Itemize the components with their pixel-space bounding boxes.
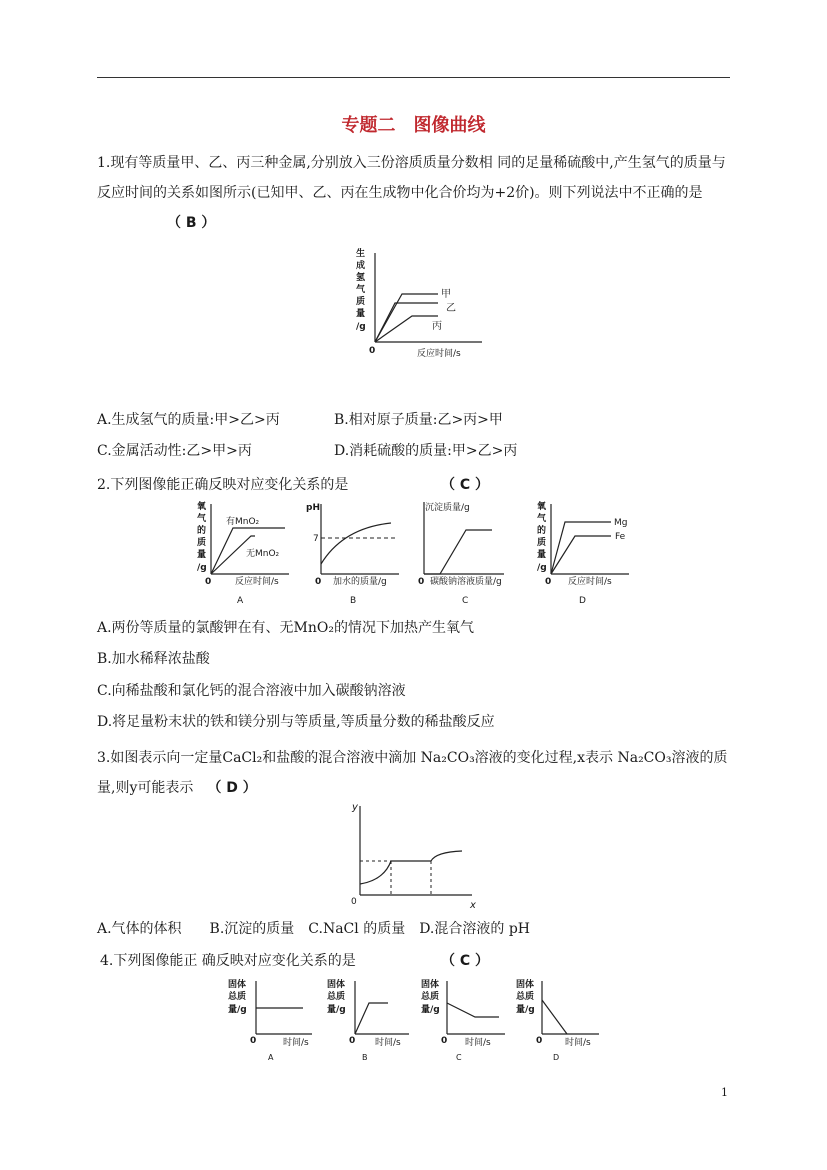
q2a-ylabel-char: 的 xyxy=(197,526,207,536)
question-4-text: 4.下列图像能正 确反映对应变化关系的是 xyxy=(100,953,356,969)
q4b-xlabel: 时间/s xyxy=(375,1038,401,1048)
q2a-ylabel-char: 量 xyxy=(197,550,207,560)
q3-options: A.气体的体积 B.沉淀的质量 C.NaCl 的质量 D.混合溶液的 pH xyxy=(97,921,530,937)
q4c-xlabel: 时间/s xyxy=(465,1038,491,1048)
q4-chart-a xyxy=(226,976,316,1066)
q4c-ylabel-line: 总质 xyxy=(421,992,440,1002)
q2a-label-2: 无MnO₂ xyxy=(246,549,280,559)
q1-option-b: B.相对原子质量:乙>丙>甲 xyxy=(334,412,503,428)
q2a-ylabel-char: 气 xyxy=(197,514,207,524)
q4b-ylabel-line: 固体 xyxy=(327,980,346,990)
question-4-answer: （ C ） xyxy=(441,953,490,969)
q4b-letter: B xyxy=(362,1053,368,1062)
q2c-origin: 0 xyxy=(418,577,425,587)
q2d-xlabel: 反应时间/s xyxy=(568,577,612,587)
q2-chart-d xyxy=(533,498,643,613)
q2a-ylabel-char: /g xyxy=(197,563,207,573)
q1-line-yi xyxy=(375,303,438,342)
q2a-origin: 0 xyxy=(205,577,212,587)
q2b-ylabel: pH xyxy=(306,503,320,513)
q2-option-b: B.加水稀释浓盐酸 xyxy=(97,651,210,667)
q2b-xlabel: 加水的质量/g xyxy=(333,577,387,587)
q4-chart-b xyxy=(323,976,413,1066)
q4a-origin: 0 xyxy=(250,1036,257,1046)
question-3-text: 3.如图表示向一定量CaCl₂和盐酸的混合溶液中滴加 Na₂CO₃溶液的变化过程,x表示 Na₂CO₃溶液的质量,则y可能表示 xyxy=(97,750,728,796)
q2a-letter: A xyxy=(237,596,244,606)
q2d-ylabel-char: 的 xyxy=(537,526,547,536)
question-2-answer: （ C ） xyxy=(441,477,490,493)
q3-curve-end xyxy=(431,851,462,861)
q2d-letter: D xyxy=(579,596,586,606)
q4d-origin: 0 xyxy=(536,1036,543,1046)
q1-option-a: A.生成氢气的质量:甲>乙>丙 xyxy=(97,412,280,428)
q2d-label-2: Fe xyxy=(615,532,626,542)
q2d-ylabel-char: /g xyxy=(537,563,547,573)
q2c-letter: C xyxy=(462,596,469,606)
q4a-xlabel: 时间/s xyxy=(283,1038,309,1048)
q4d-ylabel-line: 总质 xyxy=(516,992,535,1002)
q4c-ylabel-line: 固体 xyxy=(421,980,440,990)
q2a-label-1: 有MnO₂ xyxy=(226,517,260,527)
q2b-letter: B xyxy=(350,596,357,606)
q2d-label-1: Mg xyxy=(614,518,628,528)
q4b-ylabel-line: 量/g xyxy=(327,1005,346,1015)
q1-line-bing xyxy=(375,316,438,342)
q4d-line xyxy=(542,1000,567,1034)
page-title: 专题二 图像曲线 xyxy=(341,115,486,136)
q4a-ylabel-line: 量/g xyxy=(228,1005,247,1015)
page-number: 1 xyxy=(721,1086,728,1099)
q2-option-d: D.将足量粉末状的铁和镁分别与等质量,等质量分数的稀盐酸反应 xyxy=(97,714,495,730)
q1-ylabel-char: 气 xyxy=(356,285,366,295)
q4c-origin: 0 xyxy=(441,1036,448,1046)
q2b-curve xyxy=(321,523,391,564)
q4b-ylabel-line: 总质 xyxy=(327,992,346,1002)
q1-ylabel-char: 量 xyxy=(356,309,366,319)
q1-ylabel-char: /g xyxy=(356,322,366,332)
q4a-letter: A xyxy=(268,1053,274,1062)
q1-ylabel-char: 生 xyxy=(356,249,366,259)
q2c-line xyxy=(424,530,492,574)
q2-option-c: C.向稀盐酸和氯化钙的混合溶液中加入碳酸钠溶液 xyxy=(97,683,406,699)
question-3 xyxy=(97,743,731,803)
q1-series-label: 甲 xyxy=(441,289,451,300)
q1-xlabel: 反应时间/s xyxy=(417,349,461,359)
q4d-xlabel: 时间/s xyxy=(565,1038,591,1048)
q2-chart-c xyxy=(410,498,520,613)
q3-xlabel: x xyxy=(470,900,476,911)
q2b-ref-label: 7 xyxy=(313,534,319,544)
q1-ylabel-char: 氢 xyxy=(356,273,366,283)
q1-option-c: C.金属活动性:乙>甲>丙 xyxy=(97,443,252,459)
q4d-letter: D xyxy=(553,1053,560,1062)
q1-origin: 0 xyxy=(369,346,376,356)
q2d-ylabel-char: 质 xyxy=(537,538,547,548)
q1-series-label: 乙 xyxy=(446,303,456,314)
q1-option-d: D.消耗硫酸的质量:甲>乙>丙 xyxy=(334,443,518,459)
q4c-line xyxy=(447,1003,499,1017)
q2d-origin: 0 xyxy=(545,577,552,587)
q3-chart xyxy=(340,800,490,912)
q2a-ylabel-char: 质 xyxy=(197,538,207,548)
q4c-letter: C xyxy=(456,1053,462,1062)
q2a-ylabel-char: 氧 xyxy=(197,502,207,512)
header-rule xyxy=(97,77,730,78)
q4d-ylabel-line: 量/g xyxy=(516,1005,535,1015)
q4-chart-d xyxy=(513,976,603,1066)
q2d-ylabel-char: 气 xyxy=(537,514,547,524)
q2a-xlabel: 反应时间/s xyxy=(235,577,279,587)
q1-ylabel-char: 成 xyxy=(356,261,366,271)
q3-ylabel: y xyxy=(352,802,358,813)
q1-chart xyxy=(350,245,490,365)
q2d-ylabel-char: 量 xyxy=(537,550,547,560)
question-1-answer: （ B ） xyxy=(167,215,216,231)
q4a-ylabel-line: 总质 xyxy=(228,992,247,1002)
q4d-ylabel-line: 固体 xyxy=(516,980,535,990)
q4a-ylabel-line: 固体 xyxy=(228,980,247,990)
question-1-text: 1.现有等质量甲、乙、丙三种金属,分别放入三份溶质质量分数相 同的足量稀硫酸中,产生氢气的质量与反应时间的关系如图所示(已知甲、乙、丙在生成物中化合价均为+2价)。则下列说法中不正确的是 xyxy=(97,155,726,201)
q3-origin: 0 xyxy=(351,897,357,907)
q2b-origin: 0 xyxy=(315,577,322,587)
q2-chart-b xyxy=(303,498,413,613)
q1-ylabel-char: 质 xyxy=(356,297,366,307)
q2d-line-mg xyxy=(551,522,611,574)
q1-series-label: 丙 xyxy=(432,321,442,332)
q4-chart-c xyxy=(419,976,509,1066)
q2c-xlabel: 碳酸钠溶液质量/g xyxy=(430,577,502,587)
question-3-answer: （ D ） xyxy=(207,780,257,796)
q4b-origin: 0 xyxy=(349,1036,356,1046)
q2d-ylabel-char: 氧 xyxy=(537,502,547,512)
q2-option-a: A.两份等质量的氯酸钾在有、无MnO₂的情况下加热产生氧气 xyxy=(97,620,475,636)
question-1 xyxy=(97,148,731,238)
q4c-ylabel-line: 量/g xyxy=(421,1005,440,1015)
q2-chart-a xyxy=(193,498,303,613)
q4b-line xyxy=(355,1003,388,1034)
question-2-text: 2.下列图像能正确反映对应变化关系的是 xyxy=(97,477,349,493)
q2c-ylabel: 沉淀质量/g xyxy=(425,503,470,513)
q3-curve-rise xyxy=(360,861,391,884)
